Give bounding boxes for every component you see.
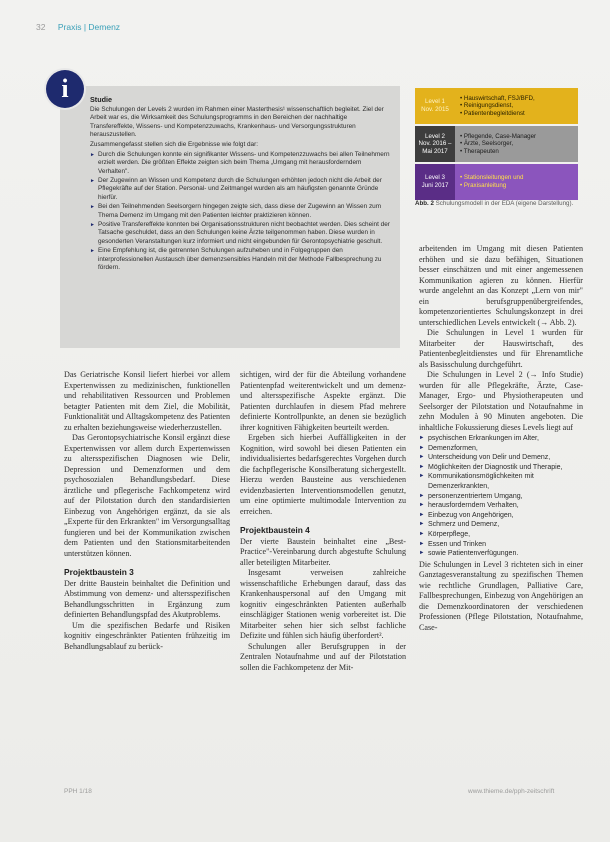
level-content — [455, 164, 578, 200]
figure-caption-text: Schulungsmodell in der EDA (eigene Darstellung). — [435, 200, 574, 207]
level-item: • Pflegende, Case-Manager — [460, 133, 573, 141]
text-column-right — [419, 244, 583, 633]
list-item: ► sowie Patientenverfügungen. — [419, 549, 583, 559]
level-content — [455, 88, 578, 124]
paragraph: Insgesamt verweisen zahlreiche wissenschaftliche Erhebungen darauf, dass das Krankenhauspersonal auf den Umgang mit kognitiv eingeschränkten Patienten außerhalb einschlägiger Stationen wenig vorbereitet ist. Die Mitarbeiter sehen hier sich selbst fachliche Defizite und fühlen sich häufig überfordert². — [240, 568, 406, 640]
paragraph: Die Schulungen in Level 3 richteten sich in einer Ganztagesveranstaltung zu spezifischen Themen wie rechtliche Grundlagen, Palliative Care, Fallbesprechungen, Einbezug von Angehörigen an die Demenzkoordinatoren der verschiedenen Professionen (Pflege Pilotstation, Notaufnahme, Case- — [419, 559, 583, 632]
level-date: Nov. 2016 – Mai 2017 — [418, 140, 452, 155]
study-info-box — [60, 86, 400, 348]
list-item: ► personenzentriertem Umgang, — [419, 492, 583, 502]
footer-url: www.thieme.de/pph-zeitschrift — [468, 788, 555, 795]
list-item: ► Einbezug von Angehörigen, — [419, 511, 583, 521]
paragraph: arbeitenden im Umgang mit diesen Patienten erhöhen und sie dazu befähigen, Situationen besser einschätzen und mit einer angemessenen Kommunikation agieren zu können. Hierfür wurde angelehnt an das Konzept „Lern von mir" ein berufsgruppenübergreifendes, kompetenzorientiertes Schulungskonzept in drei unterschiedlichen Levels entwickelt (→ Abb. 2). — [419, 244, 583, 327]
level-label — [415, 88, 455, 124]
study-bullet: ► Bei den Teilnehmenden Seelsorgern hingegen zeigte sich, dass diese der Zugewinn an Wissen zum Thema Demenz im Umgang mit den Patienten leichter praktizieren können. — [90, 203, 390, 220]
level-content — [455, 126, 578, 162]
section-heading: Projektbaustein 3 — [64, 567, 134, 577]
level-item: • Therapeuten — [460, 148, 573, 156]
level-date: Nov. 2015 — [421, 106, 449, 113]
footer-journal: PPH 1/18 — [64, 788, 92, 795]
list-item: ► Kommunikationsmöglichkeiten mit Demenzerkrankten, — [419, 472, 583, 491]
list-item: ► Essen und Trinken — [419, 540, 583, 550]
level-label — [415, 126, 455, 162]
running-header — [36, 22, 120, 32]
study-box-summary: Zusammengefasst stellen sich die Ergebnisse wie folgt dar: — [90, 140, 259, 148]
page-number: 32 — [36, 22, 46, 32]
list-item: ► Schmerz und Demenz, — [419, 520, 583, 530]
level-2-row — [415, 126, 578, 162]
section-title: Praxis | Demenz — [57, 22, 121, 32]
training-levels-figure — [415, 88, 578, 202]
paragraph: Um die spezifischen Bedarfe und Risiken kognitiv eingeschränkter Patienten frühzeitig im Behandlungsablauf zu berück- — [64, 620, 230, 651]
level-1-row — [415, 88, 578, 124]
paragraph: Der dritte Baustein beinhaltet die Definition und Abstimmung von demenz- und altersspezifischen Behandlungsschritten in Ergänzung zum definierten Behandlungspfad des Akutproblems. — [64, 578, 230, 619]
list-item: ► herausforderndem Verhalten, — [419, 501, 583, 511]
list-item: ► Unterscheidung von Delir und Demenz, — [419, 453, 583, 463]
topics-list — [419, 434, 583, 559]
paragraph: Das Gerontopsychiatrische Konsil ergänzt diese Expertenwissen vor allem durch Expertenwissen zu altersspezifischen Diagnosen wie Delir, Depression und Demenzformen und dem psychosozialen Behandlungsbedarf. Diese ärztliche und pflegerische Fachkompetenz wird auf der Pilotstation durch den standardisierten Einbezug von Angehörigen ergänzt, da sie als „Experte für den Erkrankten" im Versorgungsalltag fungieren und bei der Kommunikation zwischen dem Patienten und den Stationsmitarbeitenden unterstützen können. — [64, 433, 230, 558]
paragraph: Die Schulungen in Level 2 (→ Info Studie) wurden für alle Pflegekräfte, Ärzte, Case-Manager, Ergo- und Physiotherapeuten und Seelsorger der Pilotstation und Notaufnahme in zehn Modulen à 90 Minuten angeboten. Die inhaltliche Fokussierung dieses Levels liegt auf — [419, 370, 583, 432]
paragraph: Schulungen aller Berufsgruppen in der Zentralen Notaufnahme und auf der Pilotstation sollen die Fachkompetenz der Mit- — [240, 641, 406, 672]
text-column-left — [64, 370, 230, 652]
paragraph: Das Geriatrische Konsil liefert hierbei vor allem Expertenwissen zu medizinischen, funktionellen und rehabilitativen Ressourcen und Problemen betagter Patienten mit dem Ziel, die Mobilität, Funktionalität und Alltagskompetenz des Patienten zu erhalten beziehungsweise wiederherzustellen. — [64, 370, 230, 432]
level-3-row — [415, 164, 578, 200]
study-box-bullets — [90, 151, 390, 273]
study-box-title: Studie — [90, 95, 112, 104]
paragraph: Der vierte Baustein beinhaltet eine „Best-Practice"-Vereinbarung durch abgestufte Schulung aller beteiligten Mitarbeiter. — [240, 536, 406, 567]
text-column-middle — [240, 370, 406, 673]
study-box-intro: Die Schulungen der Levels 2 wurden im Rahmen einer Masterthesis¹ wissenschaftlich begleitet. Ziel der Arbeit war es, die Wirksamkeit des Schulungsprogramms in den Bereichen der nachhaltige Transfereffekte, Wissens- und Kompetenzzuwachs, Krankenhaus- und Versorgungsstrukturen herauszustellen. — [90, 105, 384, 139]
paragraph: Die Schulungen in Level 1 wurden für Mitarbeiter der Hauswirtschaft, des Patientenbegleitdienstes und für Ehrenamtliche als Basisschulung durchgeführt. — [419, 328, 583, 369]
list-item: ► Demenzformen, — [419, 444, 583, 454]
level-item: • Stationsleitungen und — [460, 174, 573, 182]
list-item: ► Möglichkeiten der Diagnostik und Therapie, — [419, 463, 583, 473]
level-item: • Patientenbegleitdienst — [460, 110, 573, 118]
study-bullet: ► Der Zugewinn an Wissen und Kompetenz durch die Schulungen erhöhten jedoch nicht die Arbeit der Pflegekräfte auf der Station. Personal- und Zeitmangel wurden als am häufigsten genannte Gründe hierfür. — [90, 177, 390, 203]
figure-caption — [415, 200, 580, 208]
list-item: ► Körperpflege, — [419, 530, 583, 540]
study-bullet: ► Durch die Schulungen konnte ein signifikanter Wissens- und Kompetenzzuwachs bei allen Teilnehmern erzielt werden. Die größten Effekte zeigten sich beim Thema „Umgang mit herausforderndem Verhalten". — [90, 151, 390, 177]
level-item: • Reinigungsdienst, — [460, 102, 573, 110]
figure-label: Abb. 2 — [415, 200, 434, 207]
paragraph: Ergeben sich hierbei Auffälligkeiten in der Kognition, wird sowohl bei diesen Patienten ein individualisiertes bedarfsgerechtes Vorgehen durch die fachpflegerische Konsilberatung sichergestellt. Hierzu werden Bausteine aus verschiedenen evidenzbasierten Interventionsmodellen genutzt, um eine optimierte multimodale Intervention zu erreichen. — [240, 433, 406, 516]
study-bullet: ► Eine Empfehlung ist, die getrennten Schulungen aufzuheben und in Folgegruppen den interprofessionellen Austausch über demenzsensibles Handeln mit der Methode Fallbesprechung zu fördern. — [90, 247, 390, 273]
level-item: • Praxisanleitung — [460, 182, 573, 190]
study-bullet: ► Positive Transfereffekte konnten bei Organisationsstrukturen nicht beobachtet werden. Dies scheint der Tatsache geschuldet, dass an den Schulungen keine Ärzte teilgenommen haben. Diese wurden in gesonderten Veranstaltungen kurz informiert und nicht eingebunden für Gerontopsychiatrie geschult. — [90, 221, 390, 247]
level-name: Level 3 — [425, 174, 445, 182]
level-item: • Hauswirtschaft, FSJ/BFD, — [460, 95, 573, 103]
level-name: Level 2 — [425, 132, 445, 140]
level-name: Level 1 — [425, 98, 445, 106]
level-date: Juni 2017 — [421, 182, 449, 189]
info-icon: i — [46, 70, 84, 108]
section-heading: Projektbaustein 4 — [240, 525, 310, 535]
list-item: ► psychischen Erkrankungen im Alter, — [419, 434, 583, 444]
paragraph: sichtigen, wird der für die Abteilung vorhandene Patientenpfad weiterentwickelt und um demenz- und altersspezifische Aspekte ergänzt. Die Patienten durchlaufen in diesem Pfad mehrere definierte Kontrollpunkte, an denen sie bezüglich ihrer kognitiven Fähigkeiten beurteilt werden. — [240, 370, 406, 432]
level-label — [415, 164, 455, 200]
level-item: • Ärzte, Seelsorger, — [460, 140, 573, 148]
